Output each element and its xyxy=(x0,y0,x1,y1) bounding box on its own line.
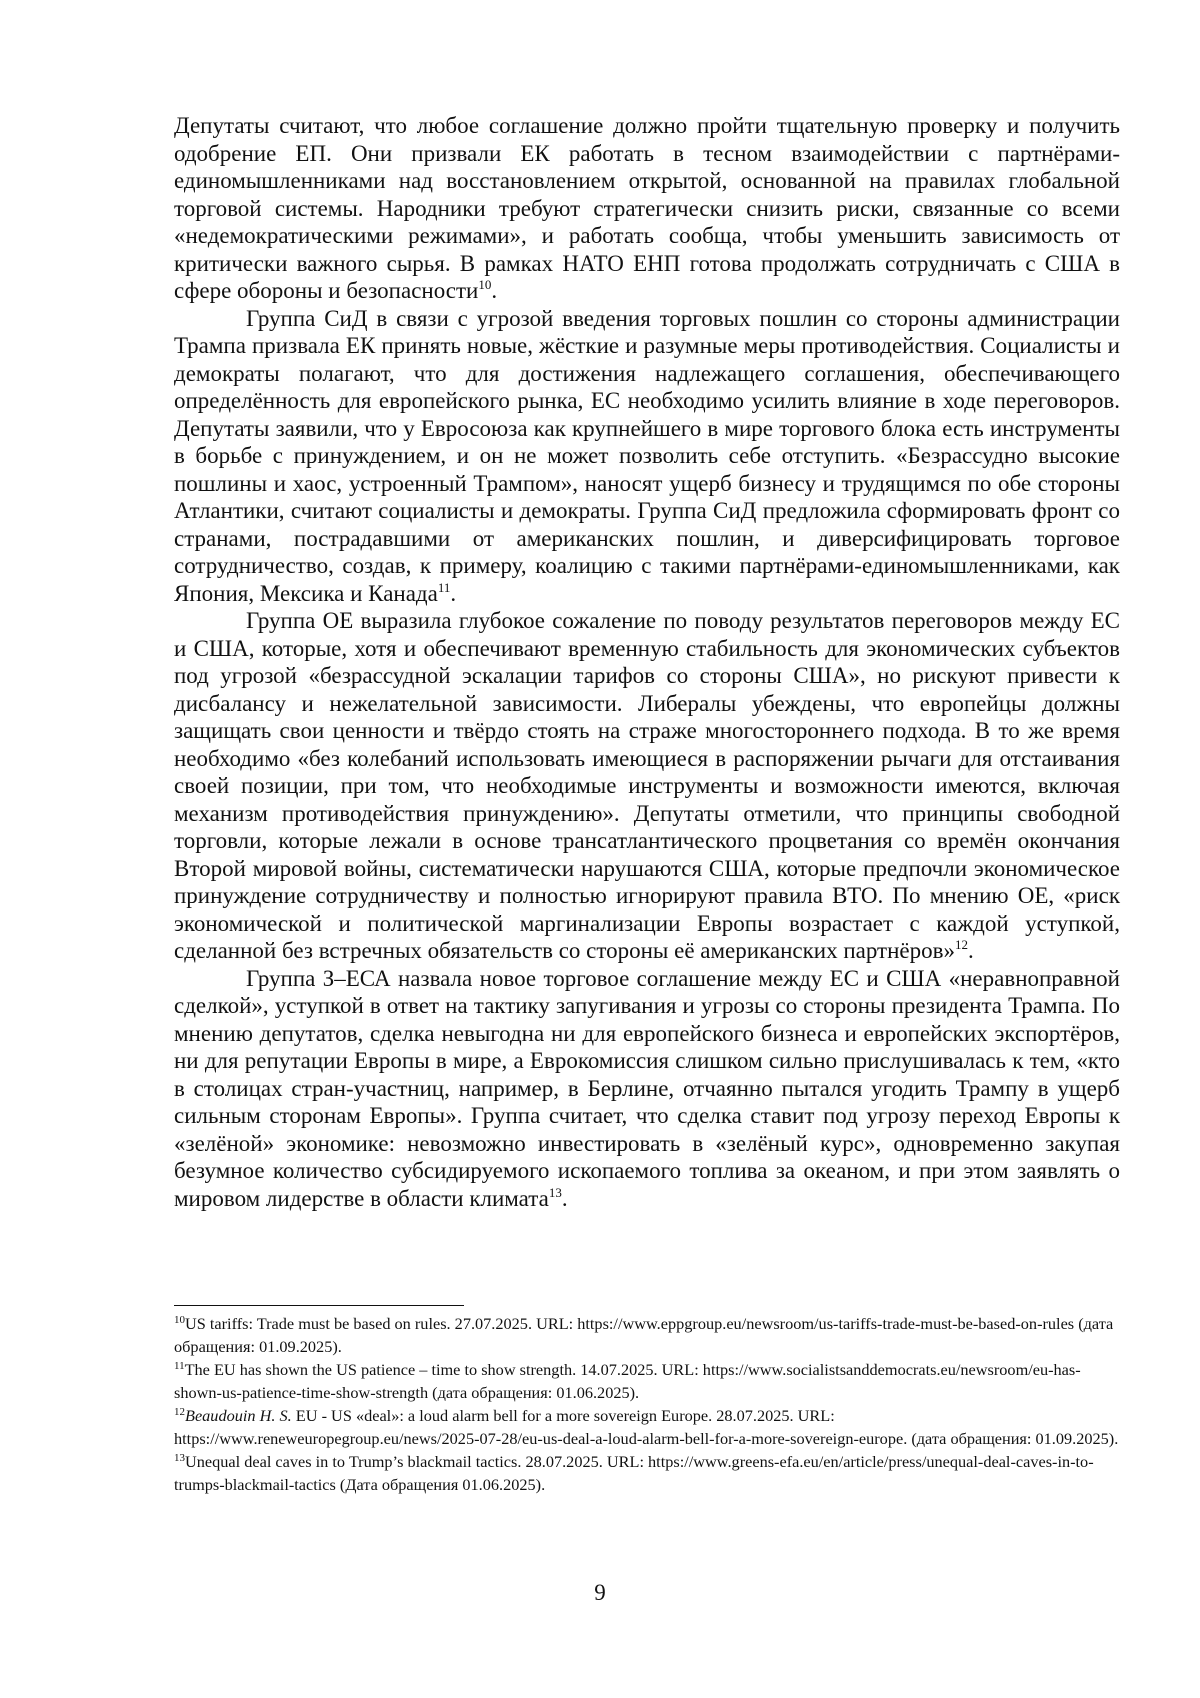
footnote-10: $^{10}$US tariffs: Trade must be based on rules. 27.07.2025. URL: https://www.eppgroup.eu/newsroom/us-tariffs-trade-must-be-based-on-rules (дата обращения: 01.09.2025). xyxy=(174,1314,1114,1356)
footnote-text: US tariffs: Trade must be based on rules. 27.07.2025. URL: https://www.eppgroup.eu/newsroom/us-tariffs-trade-must-be-based-on-rules (дата обращения: 01.09.2025). xyxy=(174,1314,1114,1356)
paragraph-renew: Группа ОЕ выразила глубокое сожаление по поводу результатов переговоров между ЕС и США, которые, хотя и обеспечивают временную стабильность для экономических субъектов под угрозой «безрассудной эскалации тарифов со стороны США», но рискуют привести к дисбалансу и нежелательной зависимости. Либералы убеждены, что европейцы должны защищать свои ценности и твёрдо стоять на страже многостороннего подхода. В то же время необходимо «без колебаний использовать имеющиеся в распоряжении рычаги для отстаивания своей позиции, при том, что необходимые инструменты и возможности имеются, включая механизм противодействия принуждению». Депутаты отметили, что принципы свободной торговли, которые лежали в основе трансатлантического процветания со времён окончания Второй мировой войны, систематически нарушаются США, которые предпочли экономическое принуждение сотрудничеству и полностью игнорируют правила ВТО. По мнению ОЕ, «риск экономической и политической маргинализации Европы возрастает с каждой уступкой, сделанной без встречных обязательств со стороны её американских партнёров»$^{12}$. xyxy=(174,608,1120,963)
paragraph-text: Депутаты считают, что любое соглашение должно пройти тщательную проверку и получить одобрение ЕП. Они призвали ЕК работать в тесном взаимодействии с партнёрами-единомышленниками над восстановлением открытой, основанной на правилах глобальной торговой системы. Народники требуют стратегически снизить риски, связанные со всеми «недемократическими режимами», и работать сообща, чтобы уменьшить зависимость от критически важного сырья. В рамках НАТО ЕНП готова продолжать сотрудничать с США в сфере обороны и безопасности xyxy=(174,113,1120,303)
paragraph-epp: Депутаты считают, что любое соглашение должно пройти тщательную проверку и получить одобрение ЕП. Они призвали ЕК работать в тесном взаимодействии с партнёрами-единомышленниками над восстановлением открытой, основанной на правилах глобальной торговой системы. Народники требуют стратегически снизить риски, связанные со всеми «недемократическими режимами», и работать сообща, чтобы уменьшить зависимость от критически важного сырья. В рамках НАТО ЕНП готова продолжать сотрудничать с США в сфере обороны и безопасности$^{10}$. xyxy=(174,113,1120,303)
footnote-text: The EU has shown the US patience – time to show strength. 14.07.2025. URL: https://www.socialistsanddemocrats.eu/newsroom/eu-has-shown-us-patience-time-show-strength (дата обращения: 01.06.2025). xyxy=(174,1360,1081,1402)
footnote-ref[interactable]: 12 xyxy=(955,937,968,952)
footnote-11: $^{11}$The EU has shown the US patience – time to show strength. 14.07.2025. URL: https://www.socialistsanddemocrats.eu/newsroom/eu-has-shown-us-patience-time-show-strength (дата обращения: 01.06.2025). xyxy=(174,1360,1081,1402)
paragraph-snd: Группа СиД в связи с угрозой введения торговых пошлин со стороны администрации Трампа призвала ЕК принять новые, жёсткие и разумные меры противодействия. Социалисты и демократы полагают, что для достижения надлежащего соглашения, обеспечивающего определённость для европейского рынка, ЕС необходимо усилить влияние в ходе переговоров. Депутаты заявили, что у Евросоюза как крупнейшего в мире торгового блока есть инструменты в борьбе с принуждением, и он не может позволить себе отступить. «Безрассудно высокие пошлины и хаос, устроенный Трампом», наносят ущерб бизнесу и трудящимся по обе стороны Атлантики, считают социалисты и демократы. Группа СиД предложила сформировать фронт со странами, пострадавшими от американских пошлин, и диверсифицировать торговое сотрудничество, создав, к примеру, коалицию с такими партнёрами-единомышленниками, как Япония, Мексика и Канада$^{11}$. xyxy=(174,305,1120,606)
footnote-ref[interactable]: 11 xyxy=(437,579,451,595)
footnote-text: EU - US «deal»: a loud alarm bell for a more sovereign Europe. 28.07.2025. URL: https://www.reneweuropegroup.eu/news/2025-07-28/eu-us-deal-a-loud-alarm-bell-for-a-more-sovereign-europe. (дата обращения: 01.09.2025). xyxy=(174,1406,1119,1448)
body-text xyxy=(174,112,1120,1212)
paragraph-greens: Группа З–ЕСА назвала новое торговое соглашение между ЕС и США «неравноправной сделкой», уступкой в ответ на тактику запугивания и угрозы со стороны президента Трампа. По мнению депутатов, сделка невыгодна ни для европейского бизнеса и европейских экспортёров, ни для репутации Европы в мире, а Еврокомиссия слишком сильно прислушивалась к тем, «кто в столицах стран-участниц, например, в Берлине, отчаянно пытался угодить Трампу в ущерб сильным сторонам Европы». Группа считает, что сделка ставит под угрозу переход Европы к «зелёной» экономике: невозможно инвестировать в «зелёный курс», одновременно закупая безумное количество субсидируемого ископаемого топлива за океаном, и при этом заявлять о мировом лидерстве в области климата$^{13}$. xyxy=(174,965,1120,1211)
footnote-separator xyxy=(174,1305,464,1306)
footnote-ref[interactable]: 10 xyxy=(478,277,492,292)
footnote-ref[interactable]: 13 xyxy=(548,1184,562,1200)
footnote-text: Unequal deal caves in to Trump’s blackmail tactics. 28.07.2025. URL: https://www.greens-efa.eu/en/article/press/unequal-deal-caves-in-to-trumps-blackmail-tactics (Дата обращения 01.06.2025). xyxy=(174,1452,1094,1494)
paragraph-text: Группа ОЕ выразила глубокое сожаление по поводу результатов переговоров между ЕС и США, которые, хотя и обеспечивают временную стабильность для экономических субъектов под угрозой «безрассудной эскалации тарифов со стороны США», но рискуют привести к дисбалансу и нежелательной зависимости. Либералы убеждены, что европейцы должны защищать свои ценности и твёрдо стоять на страже многостороннего подхода. В то же время необходимо «без колебаний использовать имеющиеся в распоряжении рычаги для отстаивания своей позиции, при том, что необходимые инструменты и возможности имеются, включая механизм противодействия принуждению». Депутаты отметили, что принципы свободной торговли, которые лежали в основе трансатлантического процветания со времён окончания Второй мировой войны, систематически нарушаются США, которые предпочли экономическое принуждение сотрудничеству и полностью игнорируют правила ВТО. По мнению ОЕ, «риск экономической и политической маргинализации Европы возрастает с каждой уступкой, сделанной без встречных обязательств со стороны её американских партнёров» xyxy=(174,608,1120,963)
footnotes xyxy=(174,1312,1120,1496)
page-number: 9 xyxy=(594,1580,606,1605)
footnote-12: $^{12}$Beaudouin H. S. EU - US «deal»: a loud alarm bell for a more sovereign Europe. 28.07.2025. URL: https://www.reneweuropegroup.eu/news/2025-07-28/eu-us-deal-a-loud-alarm-bell-for-a-more-sovereign-europe. (дата обращения: 01.09.2025). xyxy=(174,1406,1119,1448)
paragraph-text: Группа СиД в связи с угрозой введения торговых пошлин со стороны администрации Трампа призвала ЕК принять новые, жёсткие и разумные меры противодействия. Социалисты и демократы полагают, что для достижения надлежащего соглашения, обеспечивающего определённость для европейского рынка, ЕС необходимо усилить влияние в ходе переговоров. Депутаты заявили, что у Евросоюза как крупнейшего в мире торгового блока есть инструменты в борьбе с принуждением, и он не может позволить себе отступить. «Безрассудно высокие пошлины и хаос, устроенный Трампом», наносят ущерб бизнесу и трудящимся по обе стороны Атлантики, считают социалисты и демократы. Группа СиД предложила сформировать фронт со странами, пострадавшими от американских пошлин, и диверсифицировать торговое сотрудничество, создав, к примеру, коалицию с такими партнёрами-единомышленниками, как Япония, Мексика и Канада xyxy=(174,305,1120,606)
paragraph-text: Группа З–ЕСА назвала новое торговое соглашение между ЕС и США «неравноправной сделкой», уступкой в ответ на тактику запугивания и угрозы со стороны президента Трампа. По мнению депутатов, сделка невыгодна ни для европейского бизнеса и европейских экспортёров, ни для репутации Европы в мире, а Еврокомиссия слишком сильно прислушивалась к тем, «кто в столицах стран-участниц, например, в Берлине, отчаянно пытался угодить Трампу в ущерб сильным сторонам Европы». Группа считает, что сделка ставит под угрозу переход Европы к «зелёной» экономике: невозможно инвестировать в «зелёный курс», одновременно закупая безумное количество субсидируемого ископаемого топлива за океаном, и при этом заявлять о мировом лидерстве в области климата xyxy=(174,965,1120,1211)
footnote-13: $^{13}$Unequal deal caves in to Trump’s blackmail tactics. 28.07.2025. URL: https://www.greens-efa.eu/en/article/press/unequal-deal-caves-in-to-trumps-blackmail-tactics (Дата обращения 01.06.2025). xyxy=(174,1452,1094,1494)
footnote-author: Beaudouin H. S. xyxy=(185,1406,292,1425)
